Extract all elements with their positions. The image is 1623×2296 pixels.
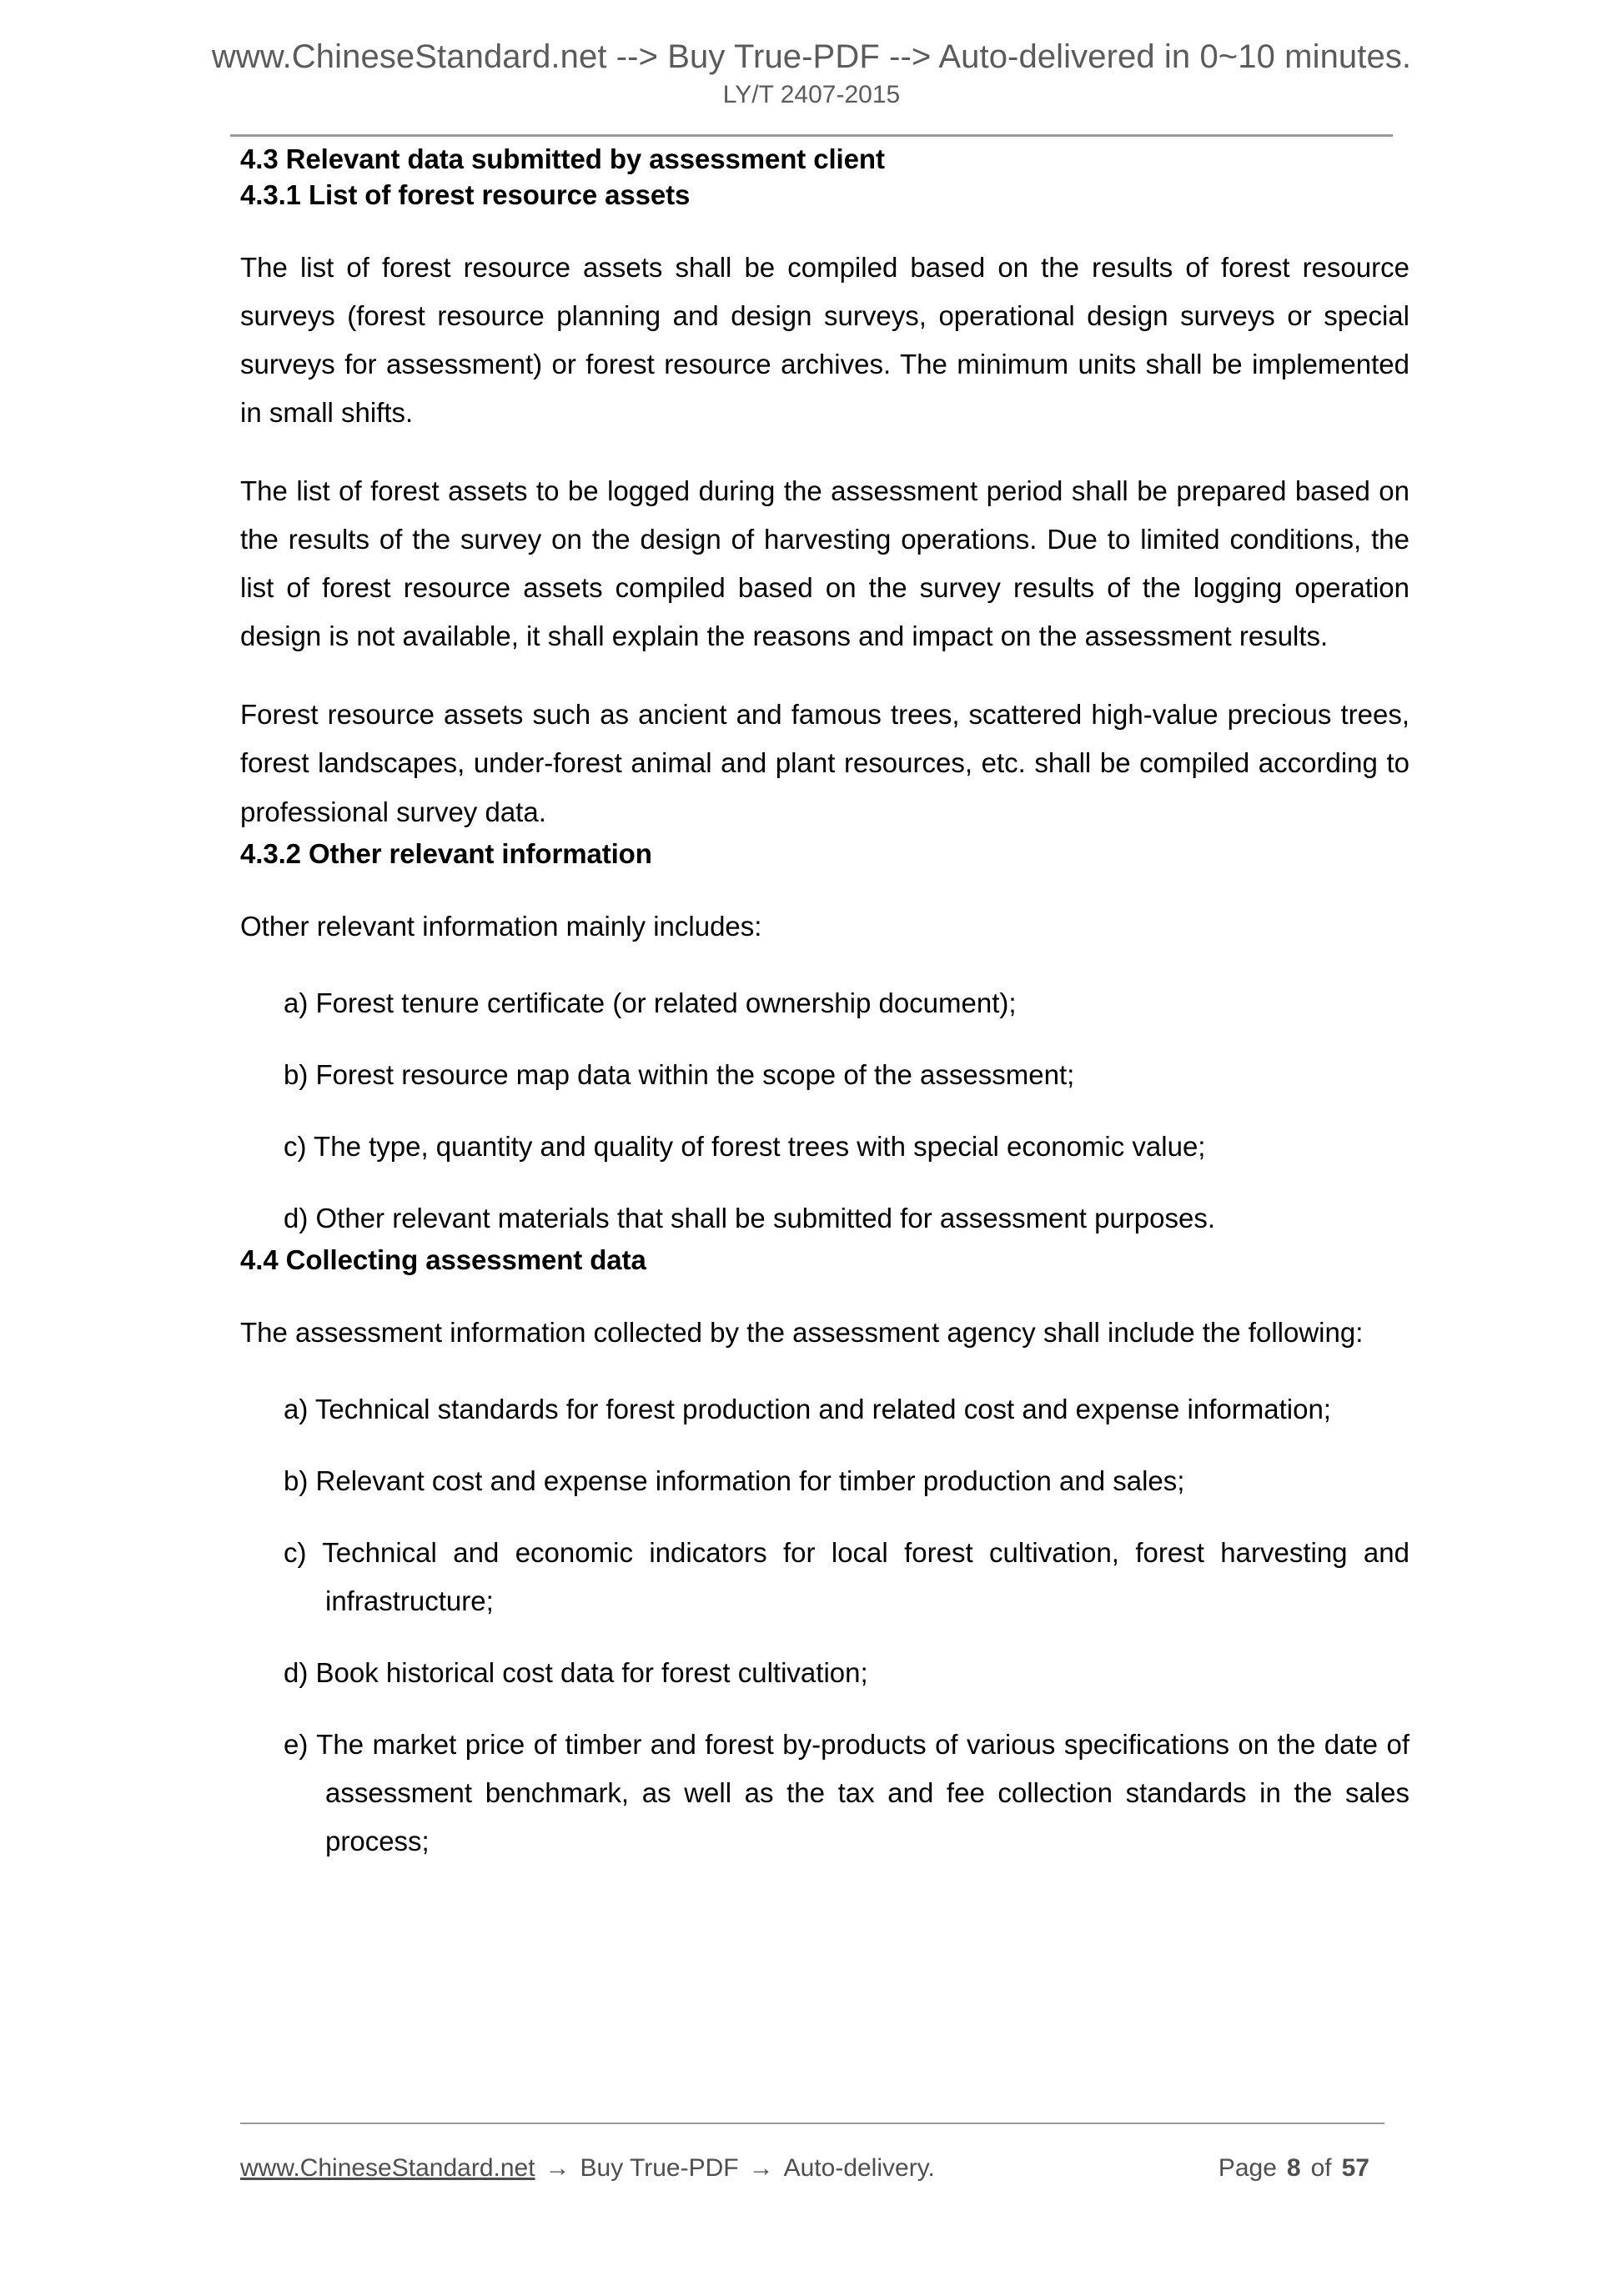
page-content bbox=[0, 142, 1623, 2123]
total-page-count: 57 bbox=[1341, 2154, 1369, 2182]
page-number: 8 bbox=[1286, 2154, 1301, 2182]
paragraph-4-4-intro: The assessment information collected by the assessment agency shall include the following: bbox=[240, 1316, 1364, 1348]
arrow-right-icon: → bbox=[545, 2154, 570, 2182]
standard-number: LY/T 2407-2015 bbox=[722, 81, 901, 108]
page-indicator bbox=[1219, 2154, 1384, 2183]
list-4-4 bbox=[240, 1385, 1409, 1866]
footer-row bbox=[240, 2154, 1384, 2183]
list-item: d) Book historical cost data for forest cultivation; bbox=[284, 1657, 868, 1689]
heading-4-4: 4.4 Collecting assessment data bbox=[240, 1243, 646, 1275]
list-item: e) The market price of timber and forest by-products of various specifications on the date of assessment benchmark, as well as the tax and fee collection standards in the sales process; bbox=[284, 1729, 1409, 1857]
arrow-right-icon: → bbox=[748, 2154, 774, 2182]
footer-divider bbox=[240, 2123, 1384, 2124]
list-item: b) Relevant cost and expense information for timber production and sales; bbox=[284, 1465, 1185, 1496]
heading-4-3: 4.3 Relevant data submitted by assessment client bbox=[240, 143, 885, 174]
list-item: a) Technical standards for forest production and related cost and expense information; bbox=[284, 1393, 1331, 1424]
paragraph-4-3-2-intro: Other relevant information mainly includes: bbox=[240, 910, 762, 942]
header-watermark-text: www.ChineseStandard.net --> Buy True-PDF --> Auto-delivered in 0~10 minutes. bbox=[211, 38, 1412, 75]
footer-promo bbox=[240, 2154, 935, 2183]
page-label: Page bbox=[1218, 2154, 1277, 2182]
list-item: c) Technical and economic indicators for local forest cultivation, forest harvesting and infrastructure; bbox=[284, 1537, 1409, 1617]
list-4-3-2 bbox=[240, 979, 1409, 1243]
heading-4-3-1: 4.3.1 List of forest resource assets bbox=[240, 178, 691, 210]
list-item: a) Forest tenure certificate (or related ownership document); bbox=[284, 987, 1017, 1018]
paragraph-4-3-1-3: Forest resource assets such as ancient and famous trees, scattered high-value precious trees, forest landscapes, under-forest animal and plant resources, etc. shall be compiled according to professional survey data. bbox=[240, 699, 1409, 827]
page-footer bbox=[0, 2123, 1623, 2296]
list-item: d) Other relevant materials that shall be submitted for assessment purposes. bbox=[284, 1202, 1216, 1233]
list-item: b) Forest resource map data within the scope of the assessment; bbox=[284, 1058, 1075, 1090]
heading-4-3-2: 4.3.2 Other relevant information bbox=[240, 837, 652, 869]
header-divider bbox=[230, 134, 1393, 137]
paragraph-4-3-1-2: The list of forest assets to be logged during the assessment period shall be prepared based on the results of the survey on the design of harvesting operations. Due to limited conditions, the list of forest resource assets compiled based on the survey results of the logging operation design is not available, it shall explain the reasons and impact on the assessment results. bbox=[240, 475, 1409, 652]
footer-delivery-label: Auto-delivery. bbox=[783, 2154, 935, 2182]
paragraph-4-3-1-1: The list of forest resource assets shall be compiled based on the results of forest resource surveys (forest resource planning and design surveys, operational design surveys or special surveys for assessment) or forest resource archives. The minimum units shall be implemented in small shifts. bbox=[240, 251, 1409, 429]
list-item: c) The type, quantity and quality of forest trees with special economic value; bbox=[284, 1130, 1206, 1162]
footer-url-link[interactable]: www.ChineseStandard.net bbox=[240, 2154, 535, 2182]
page-of-label: of bbox=[1310, 2154, 1332, 2182]
footer-buy-label: Buy True-PDF bbox=[580, 2154, 739, 2182]
page-header bbox=[0, 0, 1623, 142]
